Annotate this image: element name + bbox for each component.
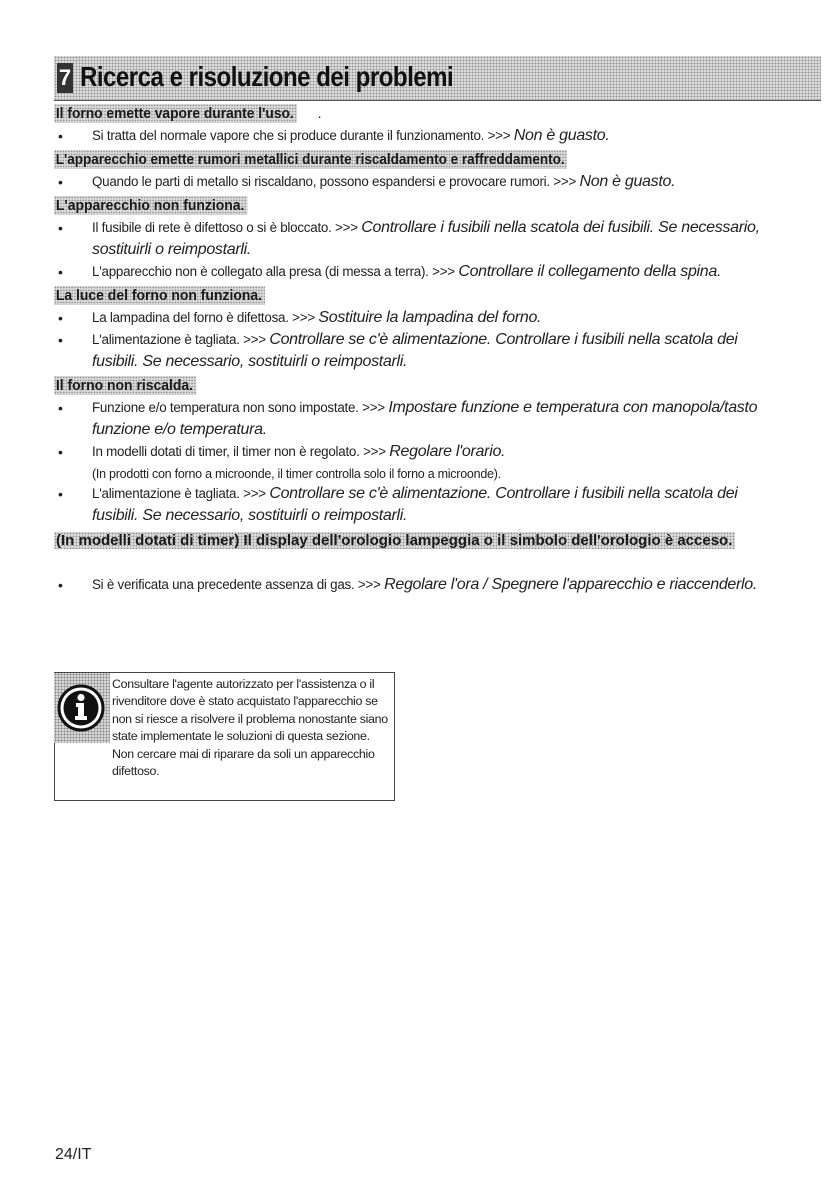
section-header — [54, 56, 821, 101]
cause-text: Il fusibile di rete è difettoso o si è bloccato. >>> — [92, 220, 362, 235]
solution-text: Non è guasto. — [513, 127, 610, 144]
problem-heading-row — [54, 196, 774, 217]
problem-heading: Il forno emette vapore durante l'uso. — [54, 104, 297, 123]
info-icon — [56, 683, 106, 733]
solution-text: Controllare il collegamento della spina. — [458, 263, 722, 280]
solution-text: Non è guasto. — [579, 173, 676, 190]
list-item: • Il fusibile di rete è difettoso o si è bloccato. >>> Controllare i fusibili nella scatola dei fusibili. Se necessario, sostituirli o reimpostarli. — [58, 219, 760, 258]
problem-heading-row — [54, 530, 774, 574]
info-note-box — [54, 672, 395, 801]
problem-heading: La luce del forno non funziona. — [54, 286, 265, 305]
section-number: 7 — [57, 63, 73, 93]
cause-text: Quando le parti di metallo si riscaldano, possono espandersi e provocare rumori. >>> — [92, 174, 580, 189]
problem-heading-row — [54, 286, 774, 307]
cause-text: L'alimentazione è tagliata. >>> — [92, 332, 270, 347]
problem-items — [54, 574, 774, 596]
problem-heading-row — [54, 150, 774, 171]
list-item: • Si tratta del normale vapore che si produce durante il funzionamento. >>> Non è guasto. — [58, 127, 610, 144]
solution-text: Controllare se c'è alimentazione. Controllare i fusibili nella scatola dei fusibili. Se necessario, sostituirli o reimpostarli. — [92, 485, 738, 524]
list-item: • Quando le parti di metallo si riscaldano, possono espandersi e provocare rumori. >>> Non è guasto. — [58, 173, 676, 190]
problem-heading: L'apparecchio emette rumori metallici durante riscaldamento e raffreddamento. — [54, 150, 567, 169]
troubleshooting-list — [54, 104, 774, 599]
problem-items — [54, 307, 774, 373]
problem-heading-row — [54, 104, 774, 125]
problem-heading: Il forno non riscalda. — [54, 376, 196, 395]
solution-text: Regolare l'orario. — [389, 443, 506, 460]
list-item: • L'alimentazione è tagliata. >>> Controllare se c'è alimentazione. Controllare i fusibili nella scatola dei fusibili. Se necessario, sostituirli o reimpostarli. — [58, 331, 738, 370]
solution-text: Controllare i fusibili nella scatola dei fusibili. Se necessario, sostituirli o reimpostarli. — [92, 219, 760, 258]
list-item: • Funzione e/o temperatura non sono impostate. >>> Impostare funzione e temperatura con manopola/tasto funzione e/o temperatura. — [58, 399, 758, 438]
section-title: Ricerca e risoluzione dei problemi — [80, 61, 454, 92]
page-number: 24/IT — [55, 1146, 92, 1163]
cause-text: La lampadina del forno è difettosa. >>> — [92, 310, 319, 325]
cause-text: In modelli dotati di timer, il timer non è regolato. >>> — [92, 444, 390, 459]
problem-heading: L'apparecchio non funziona. — [54, 196, 247, 215]
cause-text: L'apparecchio non è collegato alla presa (di messa a terra). >>> — [92, 264, 459, 279]
cause-text: Funzione e/o temperatura non sono impostate. >>> — [92, 400, 389, 415]
problem-heading-trail: . — [317, 105, 322, 121]
problem-items — [54, 125, 774, 147]
cause-text: Si è verificata una precedente assenza di gas. >>> — [92, 577, 385, 592]
note-text: (In prodotti con forno a microonde, il timer controlla solo il forno a microonde). — [92, 467, 501, 481]
info-icon-background — [54, 673, 110, 743]
solution-text: Controllare se c'è alimentazione. Controllare i fusibili nella scatola dei fusibili. Se necessario, sostituirli o reimpostarli. — [92, 331, 738, 370]
cause-text: L'alimentazione è tagliata. >>> — [92, 486, 270, 501]
problem-items — [54, 397, 774, 527]
problem-items — [54, 217, 774, 283]
list-item: • L'alimentazione è tagliata. >>> Controllare se c'è alimentazione. Controllare i fusibili nella scatola dei fusibili. Se necessario, sostituirli o reimpostarli. — [58, 485, 738, 524]
problem-heading: (In modelli dotati di timer) Il display dell'orologio lampeggia o il simbolo dell'orologio è acceso. — [54, 532, 735, 549]
info-text: Consultare l'agente autorizzato per l'assistenza o il rivenditore dove è stato acquistato l'apparecchio se non si riesce a risolvere il problema nonostante siano state implementate le soluzioni di questa sezione. Non cercare mai di riparare da soli un apparecchio difettoso. — [112, 677, 388, 779]
problem-items — [54, 171, 774, 193]
list-item: • In modelli dotati di timer, il timer non è regolato. >>> Regolare l'orario. (In prodotti con forno a microonde, il timer controlla solo il forno a microonde). — [54, 441, 774, 483]
solution-text: Sostituire la lampadina del forno. — [318, 309, 542, 326]
problem-heading-row — [54, 376, 774, 397]
solution-text: Regolare l'ora / Spegnere l'apparecchio e riaccenderlo. — [384, 576, 758, 593]
solution-text: Impostare funzione e temperatura con manopola/tasto funzione e/o temperatura. — [92, 399, 758, 438]
list-item: • Si è verificata una precedente assenza di gas. >>> Regolare l'ora / Spegnere l'apparecchio e riaccenderlo. — [58, 576, 758, 593]
list-item: • La lampadina del forno è difettosa. >>> Sostituire la lampadina del forno. — [58, 309, 542, 326]
list-item: • L'apparecchio non è collegato alla presa (di messa a terra). >>> Controllare il collegamento della spina. — [58, 263, 722, 280]
cause-text: Si tratta del normale vapore che si produce durante il funzionamento. >>> — [92, 128, 514, 143]
